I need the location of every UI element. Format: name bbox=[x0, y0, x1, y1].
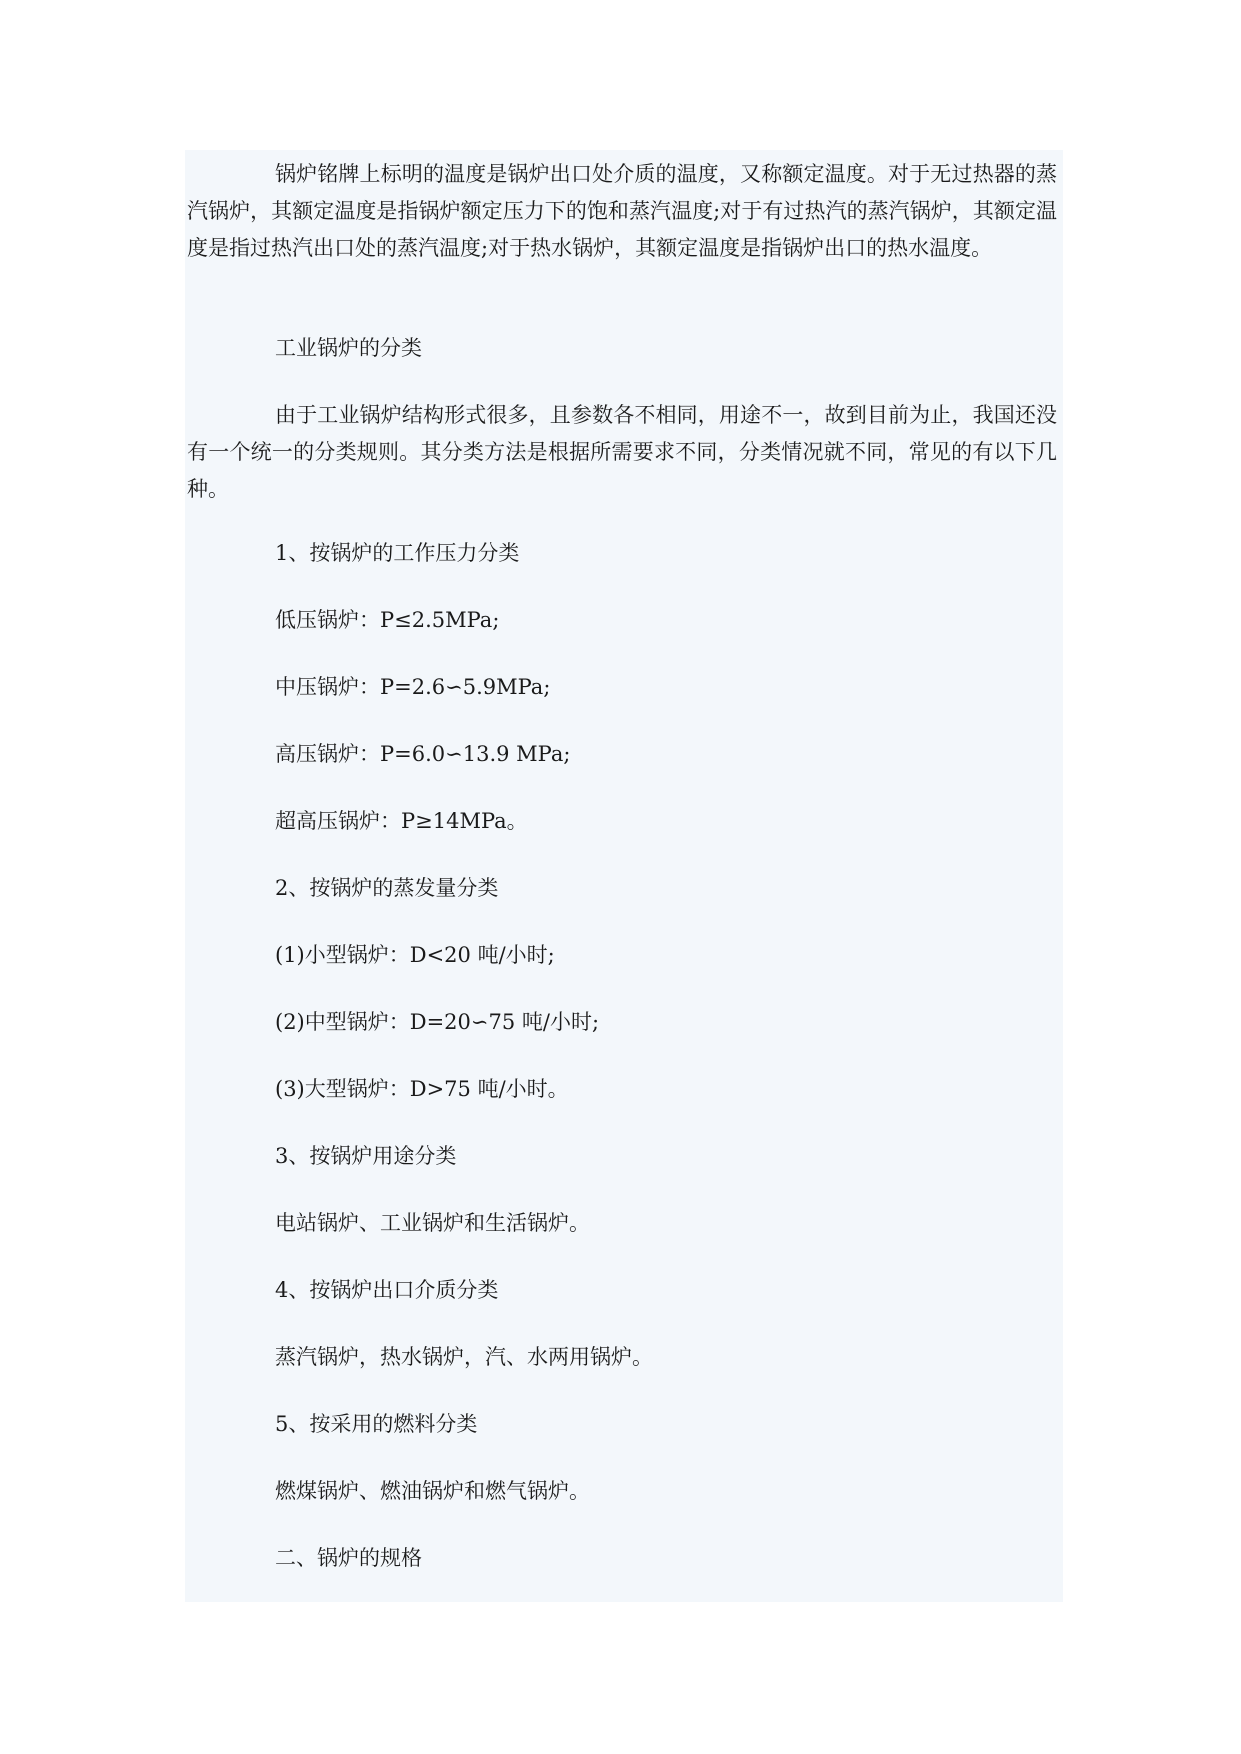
item-ultra-high-pressure: 超高压锅炉：P≥14MPa。 bbox=[275, 809, 528, 833]
heading-boiler-specifications: 二、锅炉的规格 bbox=[275, 1546, 422, 1570]
content-block bbox=[185, 150, 1063, 1602]
paragraph-industrial-boiler-classification-title: 工业锅炉的分类 bbox=[275, 336, 422, 360]
item-large-boiler: (3)大型锅炉：D>75 吨/小时。 bbox=[275, 1077, 569, 1101]
item-medium-types: 蒸汽锅炉，热水锅炉，汽、水两用锅炉。 bbox=[275, 1345, 653, 1369]
heading-by-evaporation: 2、按锅炉的蒸发量分类 bbox=[275, 876, 499, 900]
paragraph-rated-temperature: 锅炉铭牌上标明的温度是锅炉出口处介质的温度，又称额定温度。对于无过热器的蒸汽锅炉，其额定温度是指锅炉额定压力下的饱和蒸汽温度;对于有过热汽的蒸汽锅炉，其额定温度是指过热汽出口处的蒸汽温度;对于热水锅炉，其额定温度是指锅炉出口的热水温度。 bbox=[187, 162, 1057, 260]
item-high-pressure: 高压锅炉：P=6.0∽13.9 MPa; bbox=[275, 742, 571, 766]
item-usage-types: 电站锅炉、工业锅炉和生活锅炉。 bbox=[275, 1211, 590, 1235]
heading-by-working-pressure: 1、按锅炉的工作压力分类 bbox=[275, 541, 520, 565]
item-low-pressure: 低压锅炉：P≤2.5MPa; bbox=[275, 608, 500, 632]
heading-by-fuel: 5、按采用的燃料分类 bbox=[275, 1412, 478, 1436]
item-medium-boiler: (2)中型锅炉：D=20∽75 吨/小时; bbox=[275, 1010, 600, 1034]
heading-by-usage: 3、按锅炉用途分类 bbox=[275, 1144, 457, 1168]
item-small-boiler: (1)小型锅炉：D<20 吨/小时; bbox=[275, 943, 555, 967]
heading-by-outlet-medium: 4、按锅炉出口介质分类 bbox=[275, 1278, 499, 1302]
item-medium-pressure: 中压锅炉：P=2.6∽5.9MPa; bbox=[275, 675, 551, 699]
item-fuel-types: 燃煤锅炉、燃油锅炉和燃气锅炉。 bbox=[275, 1479, 590, 1503]
paragraph-classification-intro: 由于工业锅炉结构形式很多，且参数各不相同，用途不一，故到目前为止，我国还没有一个统一的分类规则。其分类方法是根据所需要求不同，分类情况就不同，常见的有以下几种。 bbox=[187, 403, 1057, 501]
